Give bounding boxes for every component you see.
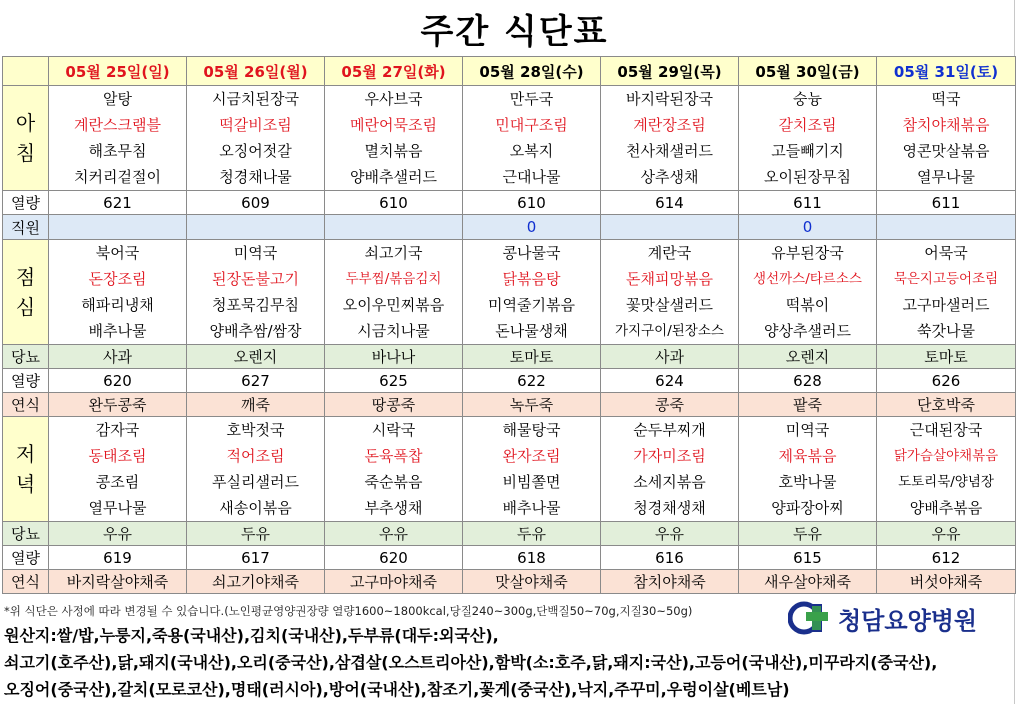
menu-item: 배추나물 (88, 322, 147, 340)
nutrition-note: *위 식단은 사정에 따라 변경될 수 있습니다.(노인평균영양권장량 열량1600~1800kcal,당질240~300g,단백질50~70g,지질30~50g) (4, 604, 693, 618)
dinner-day-cell (187, 417, 325, 522)
breakfast-label-char: 침 (15, 141, 36, 165)
dinner_kcal-cell: 620 (325, 546, 463, 570)
lunch-day-cell (877, 240, 1016, 345)
lunch_snack-cell: 팥죽 (739, 393, 877, 417)
breakfast-row (3, 86, 1016, 191)
dinner-row (3, 417, 1016, 522)
lunch_diabetic-cell: 바나나 (325, 345, 463, 369)
menu-item: 열무나물 (88, 499, 147, 517)
lunch_diabetic-cell: 오렌지 (739, 345, 877, 369)
date-header: 05월 29일(목) (601, 57, 739, 86)
menu-item: 계란스크램블 (74, 116, 161, 134)
staff-cell (187, 215, 325, 240)
menu-item: 해물탕국 (502, 421, 561, 439)
hospital-logo (788, 600, 977, 636)
menu-item: 참치야채볶음 (902, 116, 990, 134)
menu-item: 시금치된장국 (212, 90, 299, 108)
dinner-label (3, 417, 49, 522)
menu-item: 오이우민찌볶음 (342, 296, 445, 314)
kcal-label: 열량 (3, 191, 49, 215)
breakfast_kcal-row (3, 191, 1016, 215)
menu-item: 도토리묵/양념장 (898, 474, 994, 490)
lunch-day-cell (739, 240, 877, 345)
menu-item: 고들빼기지 (771, 142, 844, 160)
menu-item: 북어국 (95, 244, 140, 262)
menu-item: 영콘맛살볶음 (902, 142, 990, 160)
menu-item: 콩나물국 (502, 244, 561, 262)
menu-item: 꽃맛살샐러드 (626, 296, 713, 314)
menu-item: 돈나물생채 (495, 322, 568, 340)
dinner_kcal-row (3, 546, 1016, 570)
menu-item: 쑥갓나물 (917, 322, 975, 340)
menu-item: 동태조림 (88, 447, 147, 465)
lunch_kcal-row (3, 369, 1016, 393)
lunch-day-cell (325, 240, 463, 345)
dinner_kcal-cell: 612 (877, 546, 1016, 570)
menu-item: 멸치볶음 (364, 142, 423, 160)
menu-item: 민대구조림 (495, 116, 568, 134)
menu-item: 메란어묵조림 (350, 116, 437, 134)
lunch_diabetic-cell: 사과 (49, 345, 187, 369)
breakfast-day-cell (325, 86, 463, 191)
lunch-label (3, 240, 49, 345)
dinner_diabetic-cell: 우유 (49, 522, 187, 546)
menu-item: 적어조림 (226, 447, 285, 465)
menu-item: 돈육폭찹 (364, 447, 423, 465)
lunch_snack-cell: 녹두죽 (463, 393, 601, 417)
menu-item: 두부찜/볶음김치 (345, 271, 442, 287)
menu-item: 돈채피망볶음 (626, 270, 713, 288)
lunch_kcal-cell: 622 (463, 369, 601, 393)
menu-item: 알탕 (103, 90, 132, 108)
menu-item: 양상추샐러드 (764, 322, 851, 340)
menu-item: 제육볶음 (778, 447, 837, 465)
date-header: 05월 31일(토) (877, 57, 1016, 86)
origin-line-1: 원산지:쌀/밥,누룽지,죽용(국내산),김치(국내산),두부류(대두:외국산), (4, 626, 499, 645)
breakfast-day-cell (463, 86, 601, 191)
menu-item: 유부된장국 (771, 244, 844, 262)
menu-item: 감자국 (95, 421, 140, 439)
dinner-day-cell (325, 417, 463, 522)
menu-item: 미역줄기볶음 (488, 296, 575, 314)
menu-item: 계란국 (647, 244, 692, 262)
dinner_diabetic-cell: 두유 (463, 522, 601, 546)
dinner_snack-cell: 버섯야채죽 (877, 570, 1016, 594)
lunch-day-cell (601, 240, 739, 345)
lunch_diabetic-row (3, 345, 1016, 369)
menu-item: 청포묵김무침 (212, 296, 299, 314)
dinner_diabetic-cell: 우유 (601, 522, 739, 546)
menu-item: 푸실리샐러드 (212, 473, 299, 491)
kcal-label: 열량 (3, 369, 49, 393)
menu-item: 근대나물 (502, 168, 561, 186)
menu-item: 호박젓국 (226, 421, 285, 439)
staff-row (3, 215, 1016, 240)
lunch_snack-cell: 콩죽 (601, 393, 739, 417)
menu-item: 배추나물 (502, 499, 561, 517)
lunch-row (3, 240, 1016, 345)
breakfast_kcal-cell: 614 (601, 191, 739, 215)
breakfast-day-cell (877, 86, 1016, 191)
dinner_snack-cell: 맛살야채죽 (463, 570, 601, 594)
dinner_kcal-cell: 618 (463, 546, 601, 570)
origin-line-3: 오징어(중국산),갈치(모로코산),명태(러시아),방어(국내산),참조기,꽃게(중국산),낙지,주꾸미,우렁이살(베트남) (4, 680, 790, 699)
breakfast_kcal-cell: 610 (463, 191, 601, 215)
lunch_diabetic-cell: 토마토 (463, 345, 601, 369)
dinner_diabetic-cell: 우유 (325, 522, 463, 546)
dinner_kcal-cell: 616 (601, 546, 739, 570)
menu-item: 바지락된장국 (626, 90, 713, 108)
breakfast-day-cell (49, 86, 187, 191)
menu-item: 계란장조림 (633, 116, 706, 134)
lunch_diabetic-cell: 토마토 (877, 345, 1016, 369)
dinner-label-char: 저 (15, 442, 36, 466)
menu-item: 오이된장무침 (764, 168, 851, 186)
menu-item: 양파장아찌 (771, 499, 844, 517)
breakfast_kcal-cell: 610 (325, 191, 463, 215)
breakfast-day-cell (739, 86, 877, 191)
breakfast_kcal-cell: 609 (187, 191, 325, 215)
menu-item: 시금치나물 (357, 322, 430, 340)
lunch_kcal-cell: 627 (187, 369, 325, 393)
dinner-day-cell (877, 417, 1016, 522)
dinner_snack-cell: 쇠고기야채죽 (187, 570, 325, 594)
diabetic-label: 당뇨 (3, 522, 49, 546)
date-header: 05월 26일(월) (187, 57, 325, 86)
menu-item: 오복지 (509, 142, 554, 160)
menu-item: 호박나물 (778, 473, 837, 491)
menu-item: 묵은지고등어조림 (893, 271, 999, 287)
menu-item: 시락국 (371, 421, 416, 439)
lunch-day-cell (463, 240, 601, 345)
dinner-day-cell (739, 417, 877, 522)
breakfast-day-cell (601, 86, 739, 191)
lunch-label-char: 심 (15, 295, 36, 319)
weekly-menu-table (2, 56, 1016, 594)
menu-item: 오징어젓갈 (219, 142, 292, 160)
lunch_snack-cell: 땅콩죽 (325, 393, 463, 417)
dinner_snack-cell: 새우살야채죽 (739, 570, 877, 594)
lunch_kcal-cell: 624 (601, 369, 739, 393)
dinner_diabetic-row (3, 522, 1016, 546)
menu-item: 비빔쫄면 (502, 473, 561, 491)
menu-item: 생선까스/타르소스 (753, 271, 862, 287)
menu-item: 열무나물 (917, 168, 975, 186)
date-header: 05월 30일(금) (739, 57, 877, 86)
menu-item: 청경채생채 (633, 499, 706, 517)
menu-item: 완자조림 (502, 447, 561, 465)
diabetic-label: 당뇨 (3, 345, 49, 369)
lunch_snack-cell: 완두콩죽 (49, 393, 187, 417)
breakfast_kcal-cell: 621 (49, 191, 187, 215)
menu-item: 떡국 (931, 90, 961, 108)
dinner_kcal-cell: 619 (49, 546, 187, 570)
menu-item: 숭늉 (793, 90, 822, 108)
dinner_snack-cell: 참치야채죽 (601, 570, 739, 594)
breakfast-label-char: 아 (15, 111, 36, 135)
dinner-day-cell (601, 417, 739, 522)
menu-item: 상추생채 (640, 168, 699, 186)
menu-item: 만두국 (509, 90, 554, 108)
dinner_diabetic-cell: 우유 (877, 522, 1016, 546)
menu-item: 근대된장국 (909, 421, 983, 439)
staff-cell (49, 215, 187, 240)
date-header-row (3, 57, 1016, 86)
lunch_diabetic-cell: 오렌지 (187, 345, 325, 369)
date-header: 05월 25일(일) (49, 57, 187, 86)
dinner_snack-cell: 바지락살야채죽 (49, 570, 187, 594)
breakfast_kcal-cell: 611 (739, 191, 877, 215)
origin-line-2: 쇠고기(호주산),닭,돼지(국내산),오리(중국산),삼겹살(오스트리아산),함박(소:호주,닭,돼지:국산),고등어(국내산),미꾸라지(중국산), (4, 653, 938, 672)
dinner_diabetic-cell: 두유 (739, 522, 877, 546)
snack-label: 연식 (3, 393, 49, 417)
date-header: 05월 27일(화) (325, 57, 463, 86)
menu-item: 닭볶음탕 (502, 270, 561, 288)
dinner_kcal-cell: 615 (739, 546, 877, 570)
menu-item: 해파리냉채 (81, 296, 154, 314)
dinner_diabetic-cell: 두유 (187, 522, 325, 546)
menu-item: 청경채나물 (219, 168, 292, 186)
menu-item: 가자미조림 (633, 447, 706, 465)
menu-item: 부추생채 (364, 499, 423, 517)
hospital-name: 청담요양병원 (838, 606, 978, 635)
lunch_snack-cell: 단호박죽 (877, 393, 1016, 417)
date-header: 05월 28일(수) (463, 57, 601, 86)
menu-item: 고구마샐러드 (902, 296, 990, 314)
menu-item: 미역국 (785, 421, 830, 439)
menu-item: 죽순볶음 (364, 473, 423, 491)
lunch-day-cell (187, 240, 325, 345)
menu-item: 닭가슴살야채볶음 (893, 448, 999, 464)
lunch-label-char: 점 (15, 265, 36, 289)
menu-item: 양배추볶음 (909, 499, 983, 517)
staff-cell (601, 215, 739, 240)
menu-item: 치커리겉절이 (74, 168, 161, 186)
menu-item: 된장돈불고기 (212, 270, 299, 288)
menu-item: 소세지볶음 (633, 473, 706, 491)
dinner_snack-cell: 고구마야채죽 (325, 570, 463, 594)
kcal-label: 열량 (3, 546, 49, 570)
menu-item: 갈치조림 (778, 116, 837, 134)
dinner-label-char: 녁 (15, 472, 36, 496)
lunch-day-cell (49, 240, 187, 345)
menu-item: 우사브국 (364, 90, 423, 108)
menu-item: 콩조림 (95, 473, 140, 491)
lunch_kcal-cell: 625 (325, 369, 463, 393)
dinner-day-cell (463, 417, 601, 522)
menu-item: 떡갈비조림 (219, 116, 292, 134)
menu-item: 천사채샐러드 (626, 142, 713, 160)
page-title: 주간 식단표 (420, 11, 609, 52)
corner-cell (3, 57, 49, 86)
breakfast-day-cell (187, 86, 325, 191)
lunch_snack-row (3, 393, 1016, 417)
lunch_kcal-cell: 626 (877, 369, 1016, 393)
lunch_snack-cell: 깨죽 (187, 393, 325, 417)
menu-item: 어묵국 (924, 244, 968, 262)
menu-item: 쇠고기국 (364, 244, 423, 262)
menu-item: 양배추샐러드 (350, 168, 437, 186)
staff-cell (877, 215, 1016, 240)
menu-item: 양배추쌈/쌈장 (209, 322, 302, 340)
staff-label: 직원 (3, 215, 49, 240)
menu-item: 돈장조림 (88, 270, 147, 288)
staff-cell: 0 (739, 215, 877, 240)
dinner-day-cell (49, 417, 187, 522)
hospital-logo-icon (788, 601, 832, 635)
breakfast_kcal-cell: 611 (877, 191, 1016, 215)
lunch_kcal-cell: 628 (739, 369, 877, 393)
dinner_snack-row (3, 570, 1016, 594)
dinner_kcal-cell: 617 (187, 546, 325, 570)
menu-item: 가지구이/된장소스 (615, 323, 724, 339)
staff-cell: 0 (463, 215, 601, 240)
menu-item: 떡볶이 (785, 296, 830, 314)
lunch_kcal-cell: 620 (49, 369, 187, 393)
snack-label: 연식 (3, 570, 49, 594)
menu-item: 순두부찌개 (633, 421, 706, 439)
breakfast-label (3, 86, 49, 191)
lunch_diabetic-cell: 사과 (601, 345, 739, 369)
staff-cell (325, 215, 463, 240)
menu-item: 해초무침 (88, 142, 147, 160)
menu-item: 미역국 (233, 244, 278, 262)
menu-item: 새송이볶음 (219, 499, 292, 517)
